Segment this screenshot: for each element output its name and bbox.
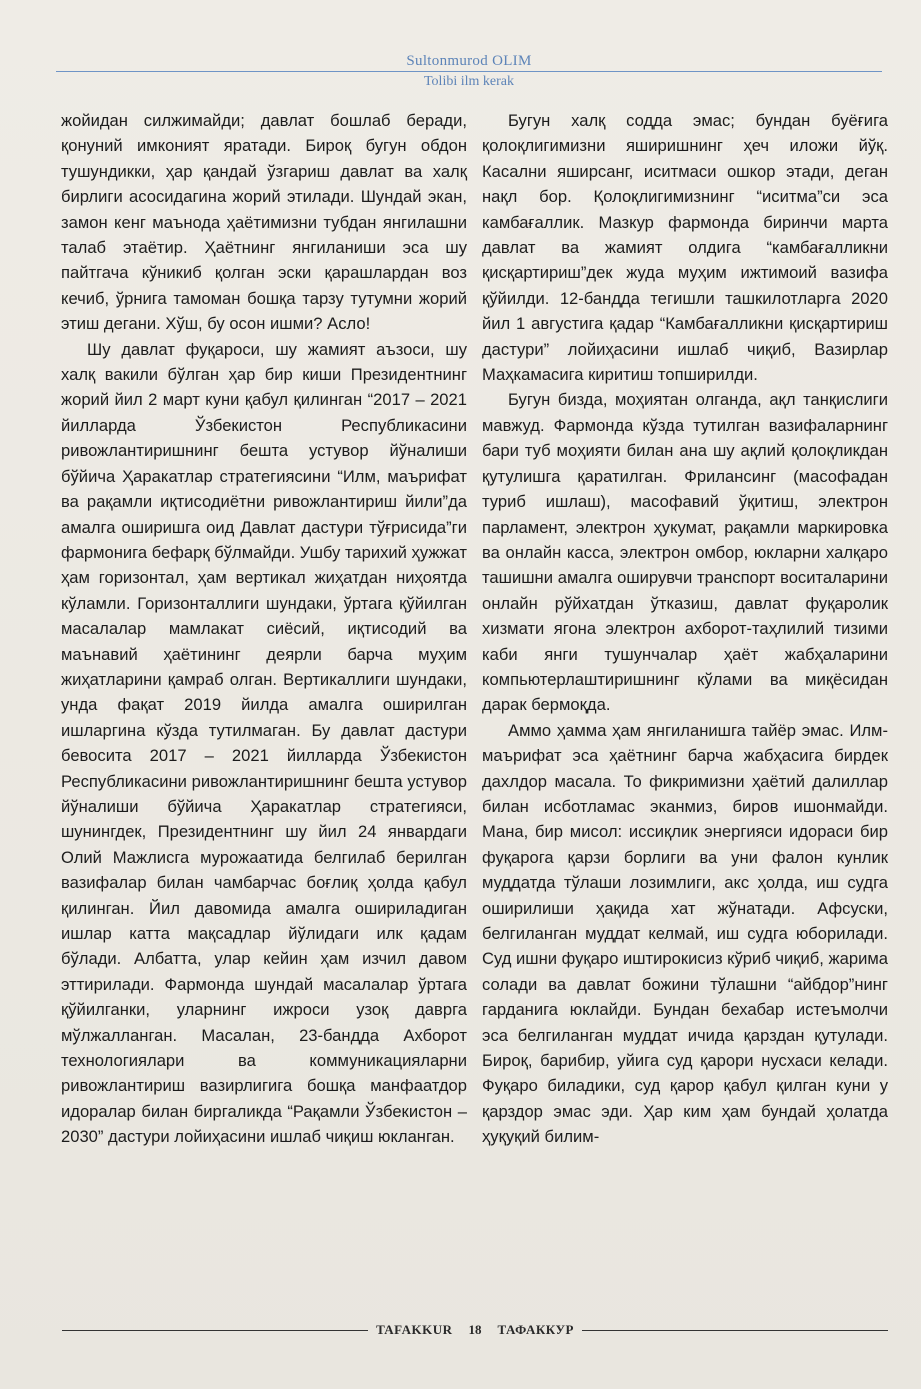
right-paragraph-1: Бугун халқ содда эмас; бундан буёғига қолоқлигимизни яширишнинг ҳеч иложи йўқ. Касални яширсанг, иситмаси ошкор этади, деган нақл бор. Қолоқлигимизнинг “иситма”си эса камбағаллик. Мазкур фармонда биринчи марта давлат ва жамият олдига “камбағалликни қисқартириш”дек жуда муҳим ижтимоий вазифа қўйилди. 12-бандда тегишли ташкилотларга 2020 йил 1 августига қадар “Камбағалликни қисқартириш дастури” лойиҳасини ишлаб чиқиб, Вазирлар Маҳкамасига киритиш топширилди. [482,111,888,385]
footer-title-cyrillic: ТАФАККУР [497,1322,574,1337]
right-paragraph-3: Аммо ҳамма ҳам янгиланишга тайёр эмас. Илм-маърифат эса ҳаётнинг барча жабҳасига бирдек дахлдор масала. То фикримизни ҳаётий далиллар билан исботламас эканмиз, биров ишонмайди. Мана, бир мисол: иссиқлик энергияси идораси бир фуқарога қарзи борлиги ва уни фалон кунлик муддатда тўлаши лозимлиги, акс ҳолда, иш судга оширилиши ҳақида хат жўнатади. Афсуски, белгиланган муддат келмай, иш судга юборилади. Суд ишни фуқаро иштирокисиз кўриб чиқиб, жарима солади ва давлат божини тўлашни “айбдор”нинг гарданига юклайди. Бундан бехабар истеъмолчи эса белгиланган муддат ичида қарздан қутулади. Бироқ, барибир, уйига суд қарори нусхаси келади. Фуқаро биладики, суд қарор қабул қилган куни у қарздор эмас эди. Ҳар ким ҳам бундай ҳолатда ҳуқуқий билим- [482,720,888,1147]
left-paragraph-2: Шу давлат фуқароси, шу жамият аъзоси, шу халқ вакили бўлган ҳар бир киши Президентнинг жорий йил 2 март куни қабул қилинган “2017 – 2021 йилларда Ўзбекистон Республикасини ривожлантиришнинг бешта устувор йўналиши бўйича Ҳаракатлар стратегиясини “Илм, маърифат ва рақамли иқтисодиётни ривожлантириш йили”да амалга оширишга оид Давлат дастури тўғрисида”ги фармонига бефарқ бўлмайди. Ушбу тарихий ҳужжат ҳам горизонтал, ҳам вертикал жиҳатдан ниҳоятда кўламли. Горизонталлиги шундаки, ўртага қўйилган масалалар мамлакат сиёсий, иқтисодий ва маънавий ҳаётининг деярли барча муҳим жиҳатларини қамраб олган. Вертикаллиги шундаки, унда фақат 2019 йилда амалга оширилган ишларгина кўзда тутилмаган. Бу давлат дастури бевосита 2017 – 2021 йилларда Ўзбекистон Республикасини ривожлантиришнинг бешта устувор йўналиши бўйича Ҳаракатлар стратегияси, шунингдек, Президентнинг шу йил 24 январдаги Олий Мажлисга мурожаатида белгилаб берилган вазифалар билан чамбарчас боғлиқ ҳолда қабул қилинган. Йил давомида амалга ошириладиган ишлар катта мақсадлар йўлидаги илк қадам бўлади. Албатта, улар кейин ҳам изчил давом эттирилади. Фармонда шундай масалалар ўртага қўйилганки, уларнинг ижроси узоқ даврга мўлжалланган. Масалан, 23-бандда Ахборот технологиялари ва коммуникацияларни ривожлантириш вазирлигига бошқа манфаатдор идоралар билан биргаликда “Рақамли Ўзбекистон – 2030” дастури лойиҳасини ишлаб чиқиш юкланган. [61,339,467,1147]
left-column [61,108,467,1150]
header-rule [56,71,882,72]
running-header [56,52,882,90]
footer-title-latin: TAFAKKUR [376,1322,453,1337]
left-paragraph-1: жойидан силжимайди; давлат бошлаб беради, қонуний имконият яратади. Бироқ бугун обдон тушундикки, ҳар қандай ўзгариш давлат ва халқ бирлиги асосидагина жорий этилади. Шундай экан, замон кенг маънода ҳаётимизни тубдан янгилашни талаб этаётир. Ҳаётнинг янгиланиши эса шу пайтгача кўникиб қолган эски қарашлардан воз кечиб, ўрнига тамоман бошқа тарзу тутумни жорий этиш дегани. Хўш, бу осон ишми? Асло! [61,111,467,334]
footer-rule-right [582,1330,888,1331]
header-author: Sultonmurod OLIM [406,53,532,69]
page-footer [62,1320,888,1340]
right-paragraph-2: Бугун бизда, моҳиятан олганда, ақл танқислиги мавжуд. Фармонда кўзда тутилган вазифаларнинг бари туб моҳияти билан ана шу ақлий қолоқликдан қутулишга қаратилган. Фрилансинг (масофадан туриб ишлаш), масофавий ўқитиш, электрон парламент, электрон ҳукумат, рақамли маркировка ва онлайн касса, электрон омбор, юкларни халқаро ташишни амалга оширувчи транспорт воситаларини онлайн рўйхатдан ўтказиш, давлат фуқаролик хизмати ягона электрон ахборот-таҳлилий тизими каби янги тушунчалар ҳаёт жабҳаларини компьютерлаштиришнинг кўлами ва миқёсидан дарак бермоқда. [482,390,888,715]
page-number: 18 [468,1322,482,1337]
header-title: Tolibi ilm kerak [423,74,514,89]
right-column [482,108,888,1150]
footer-rule-left [62,1330,368,1331]
